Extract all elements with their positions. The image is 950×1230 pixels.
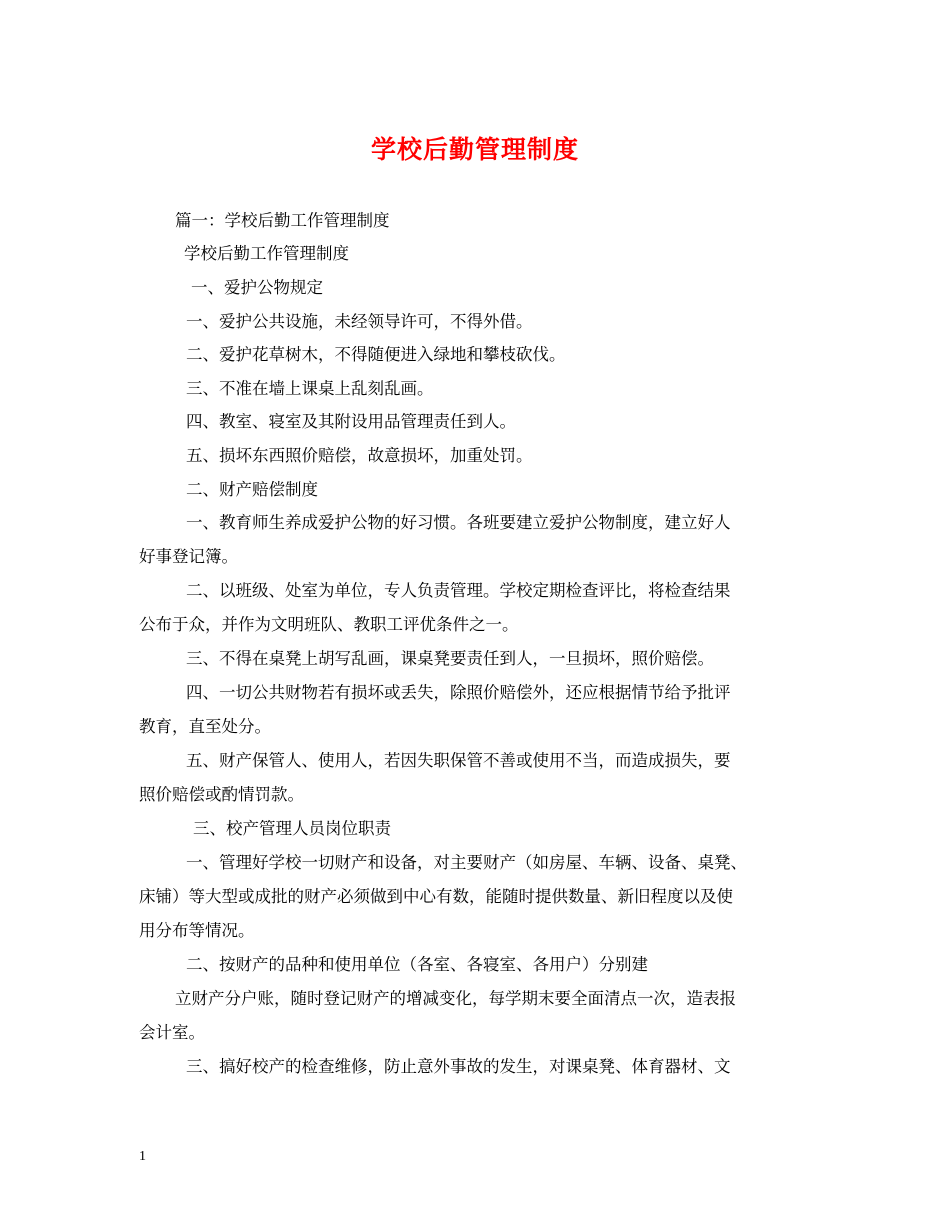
text-line: 二、财产赔偿制度 — [186, 480, 318, 499]
text-line: 立财产分户账，随时登记财产的增减变化，每学期末要全面清点一次，造表报 — [175, 989, 736, 1008]
text-line: 好事登记簿。 — [139, 547, 238, 566]
text-line: 床铺）等大型或成批的财产必须做到中心有数，能随时提供数量、新旧程度以及使 — [139, 887, 733, 906]
text-line: 二、按财产的品种和使用单位（各室、各寝室、各用户）分别建 — [186, 955, 648, 974]
text-line: 用分布等情况。 — [139, 921, 255, 940]
text-line: 照价赔偿或酌情罚款。 — [139, 785, 304, 804]
text-line: 三、不准在墙上课桌上乱刻乱画。 — [186, 379, 434, 398]
text-line: 三、校产管理人员岗位职责 — [193, 819, 391, 838]
text-line: 四、教室、寝室及其附设用品管理责任到人。 — [186, 412, 516, 431]
text-line: 五、财产保管人、使用人，若因失职保管不善或使用不当，而造成损失，要 — [186, 751, 731, 770]
text-line: 学校后勤工作管理制度 — [184, 244, 349, 263]
text-line: 篇一：学校后勤工作管理制度 — [175, 211, 390, 230]
text-line: 会计室。 — [139, 1023, 205, 1042]
page-number: 1 — [139, 1149, 146, 1164]
text-line: 教育，直至处分。 — [139, 717, 271, 736]
text-line: 三、不得在桌凳上胡写乱画，课桌凳要责任到人，一旦损坏，照价赔偿。 — [186, 649, 714, 668]
text-line: 一、教育师生养成爱护公物的好习惯。各班要建立爱护公物制度，建立好人 — [186, 513, 731, 532]
text-line: 一、爱护公共设施，未经领导许可，不得外借。 — [186, 312, 533, 331]
text-line: 五、损坏东西照价赔偿，故意损坏，加重处罚。 — [186, 446, 533, 465]
text-line: 四、一切公共财物若有损坏或丢失，除照价赔偿外，还应根据情节给予批评 — [186, 683, 731, 702]
text-line: 二、以班级、处室为单位，专人负责管理。学校定期检查评比，将检查结果 — [186, 581, 731, 600]
text-line: 二、爱护花草树木，不得随便进入绿地和攀枝砍伐。 — [186, 345, 566, 364]
document-title: 学校后勤管理制度 — [370, 135, 579, 164]
text-line: 一、管理好学校一切财产和设备，对主要财产（如房屋、车辆、设备、桌凳、 — [186, 853, 747, 872]
text-line: 公布于众，并作为文明班队、教职工评优条件之一。 — [139, 615, 519, 634]
text-line: 三、搞好校产的检查维修，防止意外事故的发生，对课桌凳、体育器材、文 — [186, 1057, 731, 1076]
text-line: 一、爱护公物规定 — [191, 278, 323, 297]
